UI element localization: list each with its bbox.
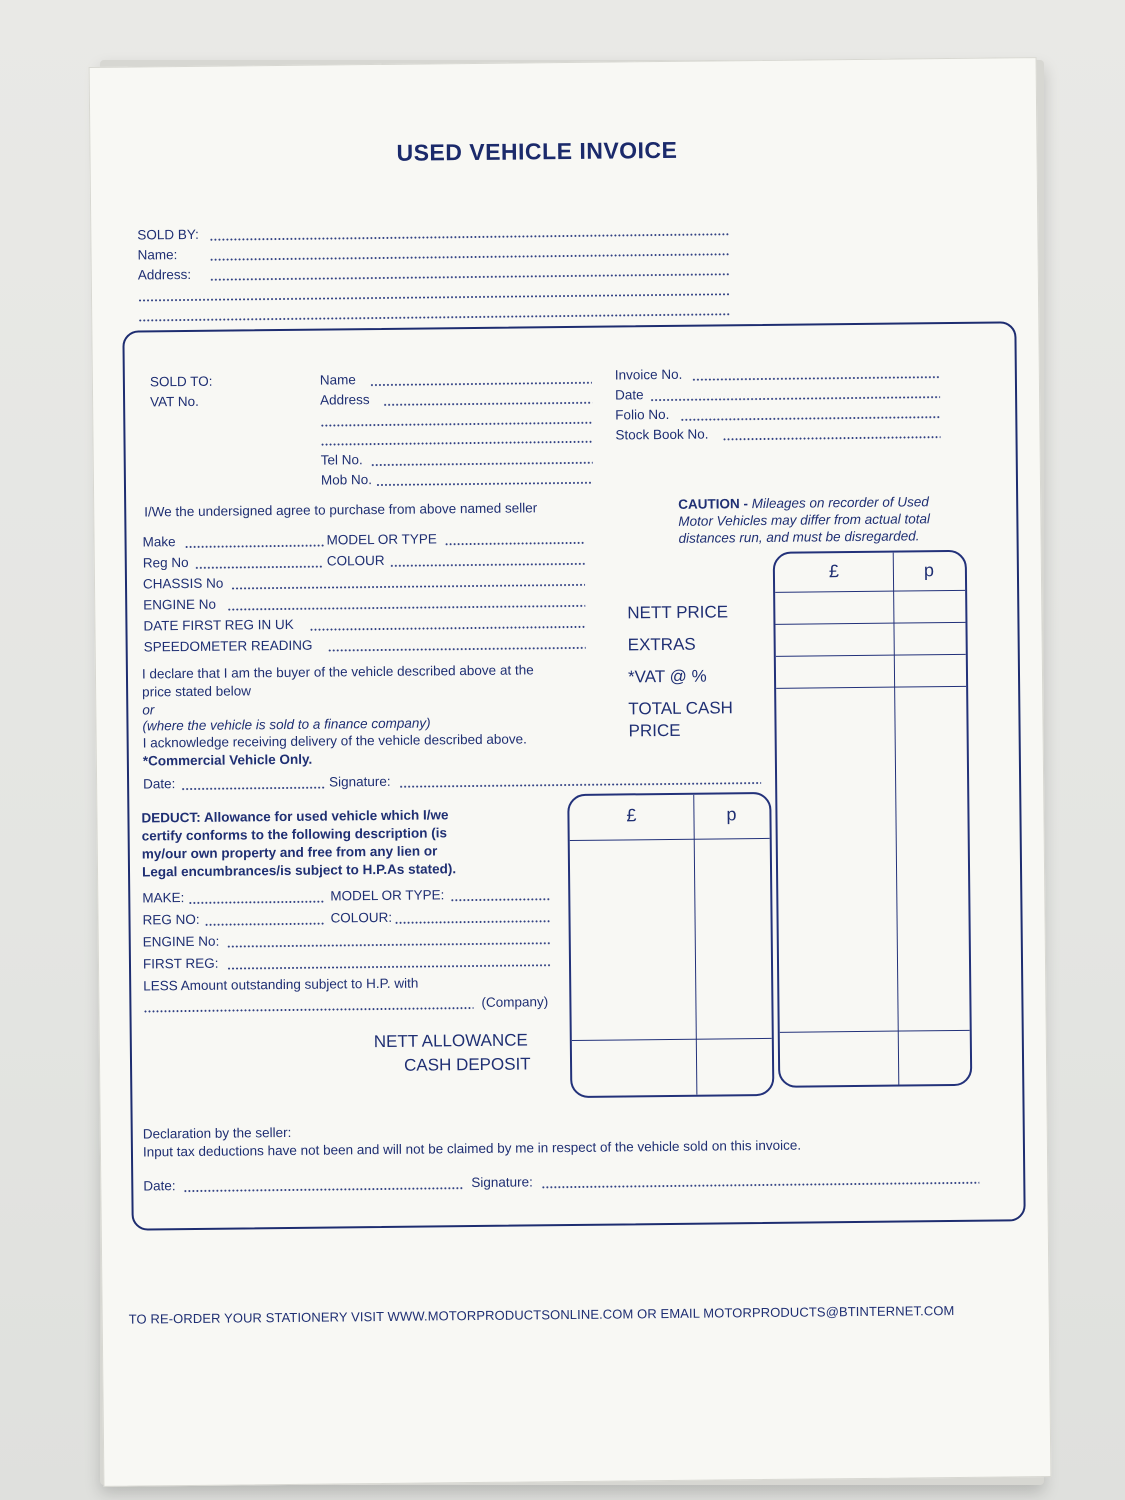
- caution-text-1: Mileages on recorder of Used: [751, 494, 929, 512]
- deduct-company-label: (Company): [481, 994, 549, 1010]
- seller-address-line-1[interactable]: [210, 273, 730, 280]
- buyer-declaration-line-2: price stated below: [142, 683, 252, 700]
- agreement-text: I/We the undersigned agree to purchase from above named seller: [144, 500, 538, 520]
- tel-no-label: Tel No.: [320, 452, 363, 468]
- make-line[interactable]: [185, 545, 325, 548]
- buyer-declaration-or: or: [142, 702, 155, 718]
- date-first-reg-label: DATE FIRST REG IN UK: [143, 616, 294, 634]
- date-line[interactable]: [650, 396, 940, 401]
- caution-line-1: [678, 494, 929, 512]
- chassis-no-line[interactable]: [231, 584, 585, 590]
- price-row-rule-3: [776, 686, 966, 689]
- allowance-pounds-header: £: [626, 805, 637, 826]
- commercial-vehicle-note: *Commercial Vehicle Only.: [142, 751, 313, 769]
- price-total-rule: [780, 1030, 970, 1033]
- price-amount-box: [773, 550, 973, 1088]
- buyer-date-line[interactable]: [181, 787, 325, 791]
- price-pence-header: p: [923, 560, 935, 581]
- buyer-address-line-1[interactable]: [383, 402, 592, 406]
- deduct-model-line[interactable]: [450, 898, 550, 901]
- seller-name-line[interactable]: [210, 253, 730, 260]
- colour-line[interactable]: [390, 563, 585, 567]
- buyer-signature-label: Signature:: [329, 773, 391, 790]
- extras-label: EXTRAS: [627, 634, 696, 655]
- invoice-no-label: Invoice No.: [614, 366, 683, 383]
- form-title: USED VEHICLE INVOICE: [396, 136, 678, 166]
- deduct-engine-line[interactable]: [227, 942, 551, 947]
- buyer-address-line-2[interactable]: [320, 422, 592, 427]
- mob-no-line[interactable]: [376, 482, 593, 486]
- nett-allowance-label: NETT ALLOWANCE: [373, 1030, 528, 1052]
- date-label: Date: [614, 387, 644, 403]
- chassis-no-label: CHASSIS No: [142, 575, 224, 592]
- folio-no-label: Folio No.: [615, 406, 670, 423]
- buyer-date-label: Date:: [143, 776, 176, 792]
- buyer-address-line-3[interactable]: [321, 441, 593, 446]
- price-box-divider: [893, 553, 900, 1085]
- tel-no-line[interactable]: [371, 462, 593, 466]
- seller-date-line[interactable]: [183, 1187, 463, 1192]
- deduct-model-label: MODEL OR TYPE:: [330, 887, 445, 904]
- model-line[interactable]: [445, 542, 585, 545]
- sold-by-label: SOLD BY:: [137, 226, 199, 243]
- vat-label: *VAT @ %: [627, 666, 707, 687]
- allowance-amount-box: [567, 792, 774, 1098]
- deduct-make-label: MAKE:: [142, 890, 185, 906]
- seller-signature-label: Signature:: [471, 1174, 533, 1191]
- seller-address-line-2[interactable]: [138, 293, 730, 301]
- mob-no-label: Mob No.: [320, 472, 373, 488]
- seller-address-line-3[interactable]: [138, 313, 730, 321]
- deduct-line-2: certify conforms to the following description (is: [141, 825, 447, 844]
- invoice-form: [89, 57, 1052, 1487]
- buyer-name-line[interactable]: [370, 382, 592, 386]
- buyer-signature-line[interactable]: [399, 782, 761, 788]
- deduct-first-reg-label: FIRST REG:: [142, 955, 219, 972]
- cash-deposit-label: CASH DEPOSIT: [403, 1054, 531, 1075]
- colour-label: COLOUR: [326, 552, 385, 569]
- sold-by-line[interactable]: [209, 233, 729, 240]
- price-row-rule-1: [775, 622, 965, 625]
- deduct-reg-label: REG NO:: [142, 911, 200, 928]
- stock-book-no-label: Stock Book No.: [615, 426, 709, 443]
- speedometer-line[interactable]: [328, 647, 586, 652]
- deduct-reg-line[interactable]: [205, 923, 325, 926]
- reg-no-line[interactable]: [195, 566, 323, 569]
- vat-no-label: VAT No.: [150, 393, 199, 410]
- main-form-frame: [122, 321, 1025, 1230]
- allowance-header-rule: [570, 838, 770, 841]
- stock-book-no-line[interactable]: [723, 436, 941, 440]
- nett-price-label: NETT PRICE: [627, 602, 729, 623]
- deduct-company-line[interactable]: [143, 1007, 473, 1012]
- sold-to-label: SOLD TO:: [149, 373, 213, 390]
- folio-no-line[interactable]: [680, 416, 940, 421]
- speedometer-label: SPEEDOMETER READING: [143, 637, 313, 655]
- deduct-colour-label: COLOUR:: [330, 909, 393, 926]
- seller-address-label: Address:: [137, 266, 192, 283]
- deduct-line-4: Legal encumbrances/is subject to H.P.As stated).: [141, 861, 457, 880]
- reorder-footer: TO RE-ORDER YOUR STATIONERY VISIT WWW.MOTORPRODUCTSONLINE.COM OR EMAIL MOTORPRODUCTS@BTINTERNET.COM: [128, 1303, 955, 1327]
- model-label: MODEL OR TYPE: [326, 531, 437, 548]
- date-first-reg-line[interactable]: [309, 626, 585, 631]
- seller-declaration-heading: Declaration by the seller:: [142, 1124, 292, 1142]
- deduct-first-reg-line[interactable]: [227, 964, 551, 969]
- buyer-address-label: Address: [320, 392, 370, 408]
- buyer-declaration-line-3: (where the vehicle is sold to a finance company): [142, 715, 431, 734]
- deduct-colour-line[interactable]: [395, 920, 551, 924]
- engine-no-label: ENGINE No: [143, 596, 217, 613]
- total-price-label: PRICE: [628, 720, 681, 741]
- seller-signature-line[interactable]: [541, 1182, 979, 1189]
- caution-line-2: Motor Vehicles may differ from actual total: [678, 511, 931, 529]
- allowance-pence-header: p: [726, 804, 737, 825]
- price-header-rule: [775, 590, 965, 593]
- engine-no-line[interactable]: [227, 605, 585, 611]
- allowance-total-rule: [572, 1038, 772, 1041]
- deduct-engine-label: ENGINE No:: [142, 933, 220, 950]
- deduct-make-line[interactable]: [188, 901, 324, 904]
- price-pounds-header: £: [828, 561, 840, 582]
- deduct-line-1: DEDUCT: Allowance for used vehicle which I/we: [141, 807, 449, 826]
- buyer-name-label: Name: [319, 372, 356, 388]
- buyer-declaration-line-4: I acknowledge receiving delivery of the vehicle described above.: [142, 731, 527, 751]
- buyer-declaration-line-1: I declare that I am the buyer of the vehicle described above at the: [141, 662, 534, 682]
- price-row-rule-2: [776, 654, 966, 657]
- deduct-line-3: my/our own property and free from any lien or: [141, 843, 438, 862]
- deduct-less-label: LESS Amount outstanding subject to H.P. with: [143, 975, 419, 994]
- make-label: Make: [142, 534, 176, 550]
- seller-name-label: Name:: [137, 247, 178, 263]
- seller-date-label: Date:: [143, 1178, 176, 1194]
- caution-label: CAUTION -: [678, 496, 749, 512]
- reg-no-label: Reg No: [142, 554, 189, 571]
- total-cash-label: TOTAL CASH: [628, 698, 733, 719]
- invoice-no-line[interactable]: [692, 376, 940, 381]
- caution-line-3: distances run, and must be disregarded.: [678, 528, 920, 546]
- seller-declaration-text: Input tax deductions have not been and will not be claimed by me in respect of the vehicle sold on this invoice.: [142, 1137, 802, 1160]
